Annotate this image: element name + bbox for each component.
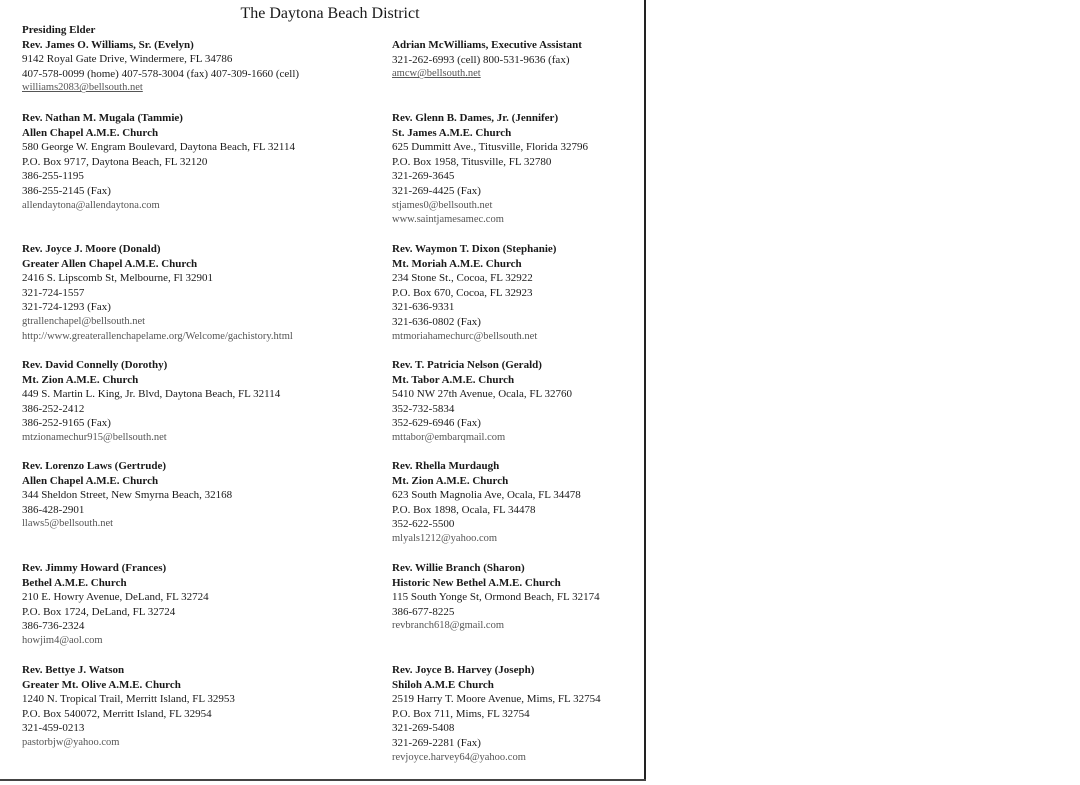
pastor-entry	[22, 111, 295, 213]
entry-line: 352-622-5500	[392, 518, 455, 531]
pastor-entry	[22, 561, 209, 649]
entry-email[interactable]: pastorbjw@yahoo.com	[22, 736, 120, 748]
assistant-entry	[392, 38, 582, 82]
entry-line: 5410 NW 27th Avenue, Ocala, FL 32760	[392, 388, 573, 401]
entry-email[interactable]: howjim4@aol.com	[22, 634, 103, 646]
entry-church: Greater Mt. Olive A.M.E. Church	[22, 678, 181, 691]
entry-line: 386-252-2412	[22, 402, 85, 415]
entry-email[interactable]: allendaytona@allendaytona.com	[22, 199, 160, 211]
entry-name: Rev. Joyce J. Moore (Donald)	[22, 243, 161, 255]
entry-line: P.O. Box 1724, DeLand, FL 32724	[22, 605, 176, 618]
entry-line: 321-724-1557	[22, 286, 85, 299]
entry-email[interactable]: gtrallenchapel@bellsouth.net	[22, 315, 146, 327]
entry-line: P.O. Box 1898, Ocala, FL 34478	[392, 503, 536, 516]
pastor-entry	[22, 358, 280, 446]
entry-email[interactable]: mttabor@embarqmail.com	[392, 431, 506, 443]
entry-line: 623 South Magnolia Ave, Ocala, FL 34478	[392, 489, 581, 502]
entry-church: Greater Allen Chapel A.M.E. Church	[22, 257, 198, 270]
entry-name: Rev. Joyce B. Harvey (Joseph)	[392, 664, 535, 676]
entry-church: Mt. Zion A.M.E. Church	[392, 474, 509, 487]
entry-church: Mt. Zion A.M.E. Church	[22, 373, 139, 386]
entry-line: 386-677-8225	[392, 605, 455, 618]
entry-line: P.O. Box 670, Cocoa, FL 32923	[392, 286, 533, 299]
entry-church: Mt. Moriah A.M.E. Church	[392, 257, 522, 270]
entry-line: 2519 Harry T. Moore Avenue, Mims, FL 32754	[392, 693, 601, 706]
entry-line: 321-269-3645	[392, 170, 455, 183]
entry-line: 321-262-6993 (cell) 800-531-9636 (fax)	[392, 53, 570, 66]
entry-name: Rev. Lorenzo Laws (Gertrude)	[22, 460, 166, 472]
entry-line: 321-724-1293 (Fax)	[22, 301, 111, 314]
pastor-entry	[392, 111, 588, 228]
entry-line: 386-255-1195	[22, 170, 84, 183]
entry-line: P.O. Box 540072, Merritt Island, FL 32954	[22, 707, 212, 720]
pastor-entry	[392, 358, 572, 446]
presiding-elder-label: Presiding Elder	[22, 24, 96, 36]
entry-line: 352-629-6946 (Fax)	[392, 417, 481, 430]
entry-email[interactable]: llaws5@bellsouth.net	[22, 518, 114, 530]
entry-line: 449 S. Martin L. King, Jr. Blvd, Daytona Beach, FL 32114	[22, 388, 281, 401]
entry-church: Bethel A.M.E. Church	[22, 576, 127, 589]
entry-line: 9142 Royal Gate Drive, Windermere, FL 34786	[22, 53, 233, 66]
entry-email[interactable]: stjames0@bellsouth.net	[392, 199, 493, 211]
entry-line: 321-636-9331	[392, 301, 455, 314]
entry-name: Adrian McWilliams, Executive Assistant	[392, 39, 582, 51]
pastor-entry	[22, 663, 235, 751]
entry-name: Rev. David Connelly (Dorothy)	[22, 359, 168, 371]
pastor-entry	[22, 459, 232, 532]
entry-email[interactable]: mlyals1212@yahoo.com	[392, 532, 498, 544]
entry-line: 386-255-2145 (Fax)	[22, 184, 111, 197]
entry-name: Rev. Rhella Murdaugh	[392, 460, 500, 472]
entry-line: P.O. Box 1958, Titusville, FL 32780	[392, 155, 552, 168]
entry-line: 321-269-4425 (Fax)	[392, 184, 481, 197]
entry-line: 386-252-9165 (Fax)	[22, 417, 111, 430]
entry-name: Rev. Nathan M. Mugala (Tammie)	[22, 112, 183, 124]
entry-church: Allen Chapel A.M.E. Church	[22, 474, 159, 487]
entry-name: Rev. Bettye J. Watson	[22, 664, 125, 676]
pastor-entry	[392, 459, 581, 547]
pastor-entry	[392, 242, 556, 344]
entry-church: Historic New Bethel A.M.E. Church	[392, 576, 561, 589]
entry-line: 1240 N. Tropical Trail, Merritt Island, FL 32953	[22, 693, 235, 706]
entry-name: Rev. James O. Williams, Sr. (Evelyn)	[22, 38, 194, 51]
entry-church: St. James A.M.E. Church	[392, 126, 512, 139]
entry-church: Shiloh A.M.E Church	[392, 678, 494, 691]
presiding-elder-entry	[22, 23, 299, 96]
entry-name: Rev. Jimmy Howard (Frances)	[22, 562, 167, 574]
entry-name: Rev. Willie Branch (Sharon)	[392, 562, 525, 574]
entry-line: 2416 S. Lipscomb St, Melbourne, Fl 32901	[22, 272, 213, 285]
entry-name: Rev. Waymon T. Dixon (Stephanie)	[392, 243, 557, 255]
entry-name: Rev. Glenn B. Dames, Jr. (Jennifer)	[392, 112, 559, 124]
pastor-entry	[22, 242, 293, 344]
entry-website[interactable]: http://www.greaterallenchapelame.org/Welcome/gachistory.html	[22, 330, 293, 342]
entry-line: 344 Sheldon Street, New Smyrna Beach, 32168	[22, 489, 233, 502]
entry-email[interactable]: williams2083@bellsouth.net	[22, 82, 143, 94]
entry-line: 234 Stone St., Cocoa, FL 32922	[392, 272, 533, 285]
entry-church: Allen Chapel A.M.E. Church	[22, 126, 159, 139]
pastor-entry	[392, 663, 601, 765]
entry-line: 321-459-0213	[22, 722, 85, 735]
page-title: The Daytona Beach District	[240, 5, 420, 22]
entry-line: 210 E. Howry Avenue, DeLand, FL 32724	[22, 591, 209, 604]
entry-line: 321-636-0802 (Fax)	[392, 315, 481, 328]
entry-line: P.O. Box 711, Mims, FL 32754	[392, 707, 530, 720]
entry-email[interactable]: mtmoriahamechurc@bellsouth.net	[392, 330, 538, 342]
page-edge-vertical	[644, 0, 646, 781]
entry-name: Rev. T. Patricia Nelson (Gerald)	[392, 359, 542, 371]
entry-email[interactable]: revbranch618@gmail.com	[392, 620, 505, 632]
entry-line: 321-269-2281 (Fax)	[392, 736, 481, 749]
entry-line: 407-578-0099 (home) 407-578-3004 (fax) 407-309-1660 (cell)	[22, 67, 300, 80]
pastor-entry	[392, 561, 600, 634]
entry-line: 115 South Yonge St, Ormond Beach, FL 32174	[392, 591, 600, 604]
entry-church: Mt. Tabor A.M.E. Church	[392, 373, 515, 386]
entry-line: 580 George W. Engram Boulevard, Daytona Beach, FL 32114	[22, 141, 296, 154]
entry-email[interactable]: amcw@bellsouth.net	[392, 68, 481, 80]
entry-line: 352-732-5834	[392, 402, 455, 415]
page-edge-horizontal	[0, 779, 646, 781]
entry-email[interactable]: mtzionamechur915@bellsouth.net	[22, 431, 167, 443]
entry-line: 625 Dummitt Ave., Titusville, Florida 32796	[392, 141, 588, 154]
entry-line: 386-428-2901	[22, 503, 85, 516]
entry-website[interactable]: www.saintjamesamec.com	[392, 214, 504, 226]
entry-line: P.O. Box 9717, Daytona Beach, FL 32120	[22, 155, 208, 168]
entry-line: 321-269-5408	[392, 722, 455, 735]
entry-line: 386-736-2324	[22, 620, 85, 633]
entry-email[interactable]: revjoyce.harvey64@yahoo.com	[392, 751, 526, 763]
